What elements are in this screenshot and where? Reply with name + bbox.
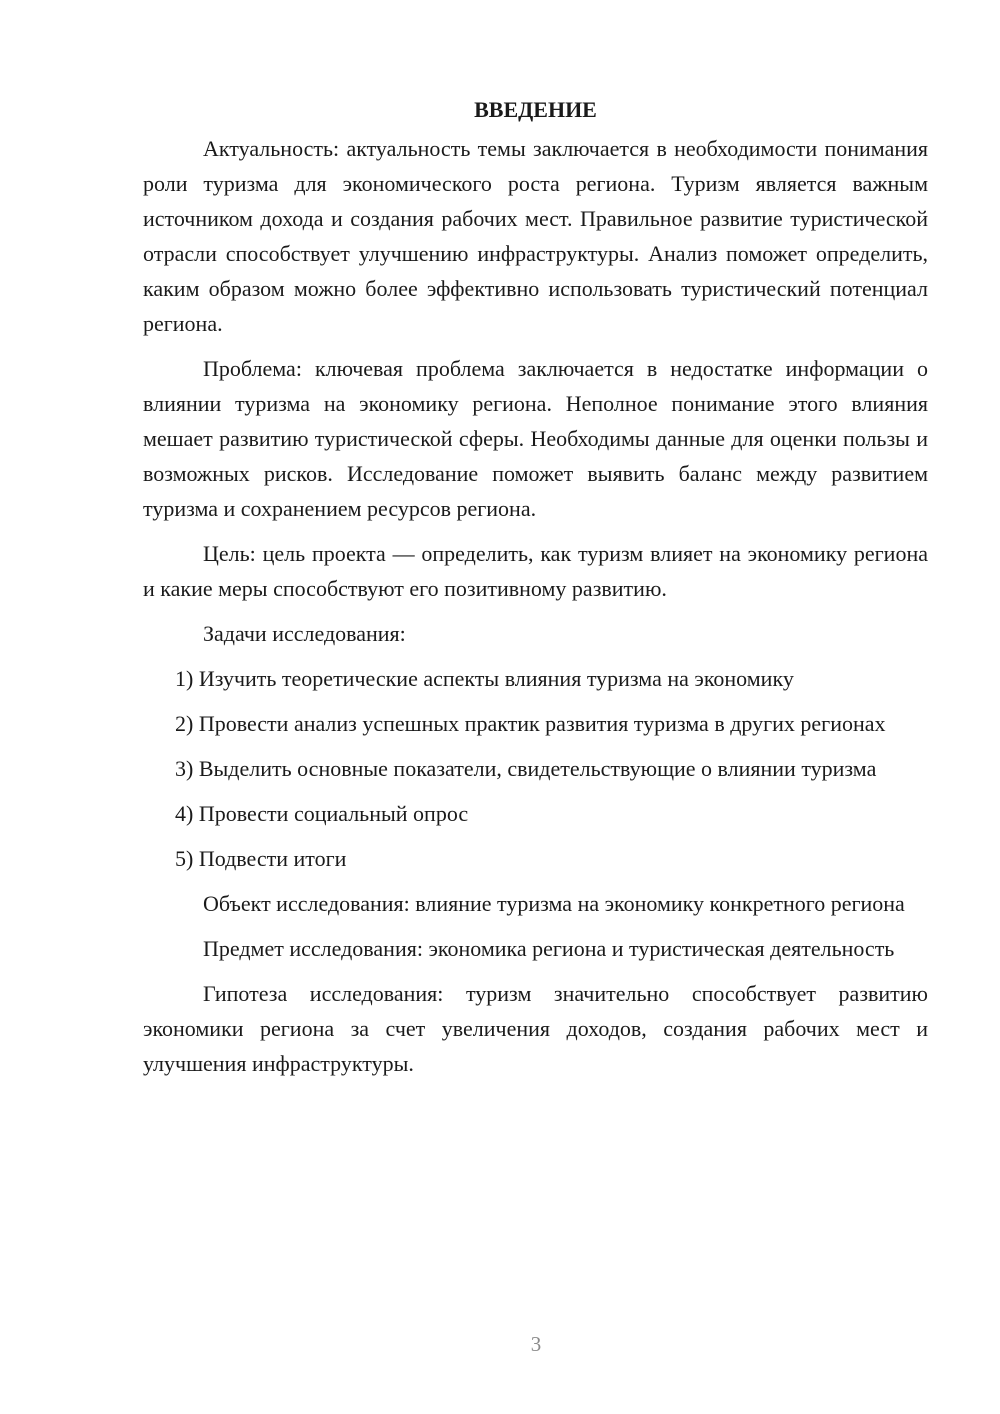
section-title: ВВЕДЕНИЕ [474, 97, 597, 122]
task-item: 3) Выделить основные показатели, свидетельствующие о влиянии туризма [175, 756, 877, 781]
task-item: 5) Подвести итоги [175, 846, 347, 871]
paragraph-hypothesis: Гипотеза исследования: туризм значительно способствует развитию экономики региона за счет увеличения доходов, создания рабочих мест и улучшения инфраструктуры. [143, 981, 928, 1076]
task-item: 4) Провести социальный опрос [175, 801, 469, 826]
paragraph-goal: Цель: цель проекта — определить, как туризм влияет на экономику региона и какие меры способствуют его позитивному развитию. [143, 541, 928, 601]
task-item: 1) Изучить теоретические аспекты влияния туризма на экономику [175, 666, 794, 691]
task-item: 2) Провести анализ успешных практик развития туризма в других регионах [175, 711, 886, 736]
paragraph-relevance: Актуальность: актуальность темы заключается в необходимости понимания роли туризма для экономического роста региона. Туризм является важным источником дохода и создания рабочих мест. Правильное развитие туристической отрасли способствует улучшению инфраструктуры. Анализ поможет определить, каким образом можно более эффективно использовать туристический потенциал региона. [143, 136, 928, 336]
page-content [143, 92, 928, 1091]
paragraph-problem: Проблема: ключевая проблема заключается в недостатке информации о влиянии туризма на экономику региона. Неполное понимание этого влияния мешает развитию туристической сферы. Необходимы данные для оценки пользы и возможных рисков. Исследование поможет выявить баланс между развитием туризма и сохранением ресурсов региона. [143, 356, 928, 521]
tasks-heading: Задачи исследования: [203, 621, 406, 646]
paragraph-object: Объект исследования: влияние туризма на экономику конкретного региона [203, 891, 905, 916]
page-number: 3 [530, 1332, 542, 1356]
paragraph-subject: Предмет исследования: экономика региона и туристическая деятельность [203, 936, 895, 961]
